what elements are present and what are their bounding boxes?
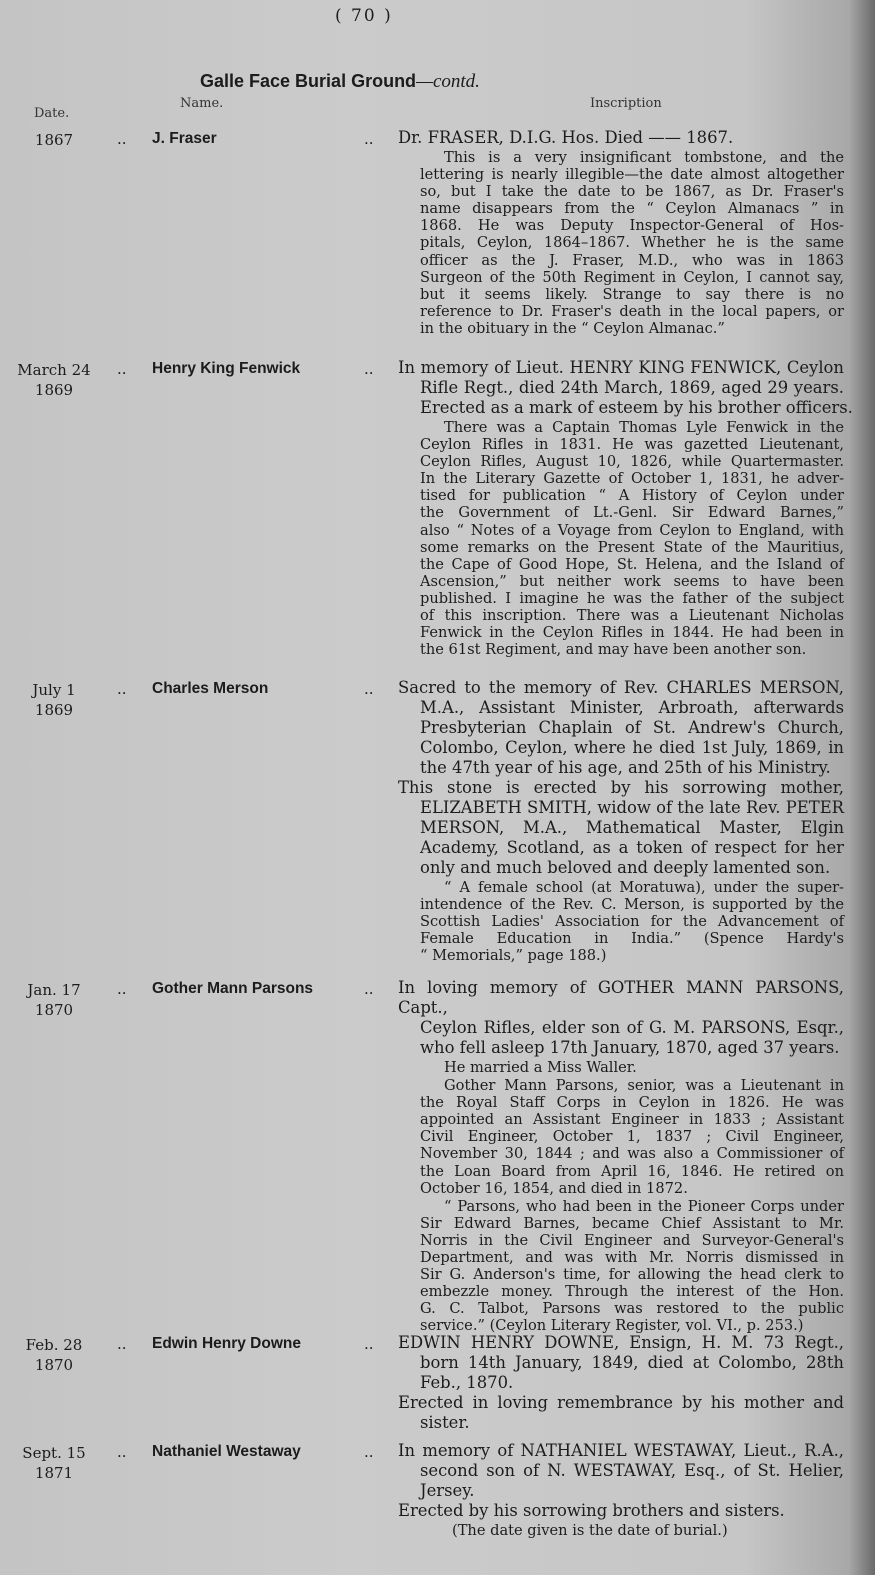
- date-year: 1870: [34, 1001, 74, 1019]
- note-line: (The date given is the date of burial.): [452, 1522, 728, 1539]
- note-line: but it seems likely. Strange to say there is no: [420, 285, 844, 303]
- inscription-line: ELIZABETH SMITH, widow of the late Rev. PETER: [420, 798, 844, 817]
- inscription-paragraph: [398, 128, 844, 148]
- leader-dots: ..: [117, 360, 127, 378]
- note-paragraph: [420, 1059, 844, 1076]
- inscription-line: who fell asleep 17th January, 1870, aged 37 years.: [420, 1038, 840, 1057]
- note-line: pitals, Ceylon, 1864–1867. Whether he is the same: [420, 234, 844, 252]
- date-year: 1867: [34, 131, 74, 149]
- date-day: July 1: [32, 681, 76, 699]
- entry-name: Edwin Henry Downe: [152, 1335, 301, 1352]
- date-year: 1871: [34, 1464, 74, 1482]
- inscription: [398, 978, 844, 1335]
- entry-date: [14, 130, 94, 150]
- leader-dots: ..: [117, 680, 127, 698]
- title-main: Galle Face Burial Ground: [200, 71, 417, 91]
- note-line: reference to Dr. Fraser's death in the local papers, or: [420, 302, 844, 320]
- note-line: the Royal Staff Corps in Ceylon in 1826. He was: [420, 1094, 844, 1112]
- inscription-paragraph: [398, 778, 844, 878]
- column-header-date: Date.: [34, 106, 70, 121]
- entry-date: [14, 360, 94, 400]
- inscription-line: Jersey.: [420, 1481, 475, 1500]
- inscription-line: In memory of Lieut. HENRY KING FENWICK, Ceylon: [398, 358, 844, 377]
- note-line: some remarks on the Present State of the Mauritius,: [420, 538, 844, 556]
- note-line: November 30, 1844 ; and was also a Commissioner of: [420, 1145, 844, 1163]
- inscription-line: Academy, Scotland, as a token of respect for her: [420, 838, 844, 857]
- note-line: Ascension,” but neither work seems to have been: [420, 572, 844, 590]
- inscription-line: This stone is erected by his sorrowing mother,: [398, 778, 844, 797]
- note-paragraph: [420, 1077, 844, 1197]
- inscription: [398, 128, 844, 337]
- note-line: officer as the J. Fraser, M.D., who was in 1863: [420, 251, 844, 269]
- column-header-name: Name.: [180, 96, 224, 111]
- note-line: Sir G. Anderson's time, for allowing the head clerk to: [420, 1266, 844, 1284]
- note-line: also “ Notes of a Voyage from Ceylon to England, with: [420, 521, 844, 539]
- inscription-paragraph: [398, 1333, 844, 1393]
- inscription-paragraph: [398, 978, 844, 1058]
- inscription-line: only and much beloved and deeply lamented son.: [420, 858, 831, 877]
- inscription-line: MERSON, M.A., Mathematical Master, Elgin: [420, 818, 844, 837]
- note-line: He married a Miss Waller.: [444, 1059, 637, 1076]
- inscription-line: Colombo, Ceylon, where he died 1st July, 1869, in: [420, 738, 844, 757]
- entry-date: [14, 1335, 94, 1375]
- note-line: Surgeon of the 50th Regiment in Ceylon, I cannot say,: [420, 268, 844, 286]
- leader-dots: ..: [364, 1443, 374, 1461]
- note-line: There was a Captain Thomas Lyle Fenwick in the: [444, 419, 844, 436]
- column-header-inscription: Inscription: [590, 96, 662, 111]
- note-line: Gother Mann Parsons, senior, was a Lieutenant in: [444, 1077, 844, 1095]
- leader-dots: ..: [117, 130, 127, 148]
- leader-dots: ..: [364, 130, 374, 148]
- inscription-line: M.A., Assistant Minister, Arbroath, afterwards: [420, 698, 844, 717]
- leader-dots: ..: [364, 980, 374, 998]
- inscription-line: second son of N. WESTAWAY, Esq., of St. Helier,: [420, 1461, 844, 1480]
- note-line: “ Memorials,” page 188.): [420, 947, 607, 965]
- note-line: Civil Engineer, October 1, 1837 ; Civil Engineer,: [420, 1128, 844, 1146]
- note-paragraph: [420, 1198, 844, 1335]
- note-line: so, but I take the date to be 1867, as Dr. Fraser's: [420, 183, 844, 201]
- date-year: 1869: [34, 381, 74, 399]
- inscription-line: Rifle Regt., died 24th March, 1869, aged 29 years.: [420, 378, 844, 397]
- inscription-line: Erected by his sorrowing brothers and sisters.: [398, 1501, 785, 1520]
- inscription-line: In memory of NATHANIEL WESTAWAY, Lieut., R.A.,: [398, 1441, 844, 1460]
- leader-dots: ..: [117, 1443, 127, 1461]
- date-year: 1869: [34, 701, 74, 719]
- leader-dots: ..: [364, 1335, 374, 1353]
- inscription-line: Erected in loving remembrance by his mother and: [398, 1393, 844, 1412]
- note-line: 1868. He was Deputy Inspector-General of Hos-: [420, 217, 844, 235]
- inscription-paragraph: [398, 358, 853, 418]
- date-day: Jan. 17: [27, 981, 81, 999]
- note-line: tised for publication “ A History of Ceylon under: [420, 487, 844, 505]
- note-line: October 16, 1854, and died in 1872.: [420, 1179, 688, 1197]
- note-line: Department, and was with Mr. Norris dismissed in: [420, 1249, 844, 1267]
- entry-name: Gother Mann Parsons: [152, 980, 314, 997]
- note-line: the 61st Regiment, and may have been another son.: [420, 641, 807, 659]
- note-line: the Cape of Good Hope, St. Helena, and the Island of: [420, 555, 844, 573]
- leader-dots: ..: [364, 360, 374, 378]
- note-line: This is a very insignificant tombstone, and the: [444, 149, 844, 166]
- note-line: lettering is nearly illegible—the date almost altogether: [420, 166, 844, 184]
- inscription-paragraph: [398, 1501, 844, 1521]
- note-line: Norris in the Civil Engineer and Surveyor-General's: [420, 1231, 844, 1249]
- note-line: embezzle money. Through the interest of the Hon.: [420, 1283, 844, 1301]
- title-suffix: —contd.: [416, 71, 480, 92]
- entry-name: Henry King Fenwick: [152, 360, 301, 377]
- note-line: service.” (Ceylon Literary Register, vol. VI., p. 253.): [420, 1317, 804, 1335]
- note-line: Female Education in India.” (Spence Hardy's: [420, 930, 844, 948]
- note-paragraph: [420, 419, 844, 658]
- inscription-line: Presbyterian Chaplain of St. Andrew's Church,: [420, 718, 844, 737]
- entry-date: [14, 1443, 94, 1483]
- inscription-line: Sacred to the memory of Rev. CHARLES MERSON,: [398, 678, 844, 697]
- entry-name: Nathaniel Westaway: [152, 1443, 301, 1460]
- note-paragraph: [420, 149, 844, 337]
- note-line: the Loan Board from April 16, 1846. He retired on: [420, 1162, 844, 1180]
- inscription-line: Ceylon Rifles, elder son of G. M. PARSONS, Esqr.,: [420, 1018, 844, 1037]
- note-line: appointed an Assistant Engineer in 1833 ; Assistant: [420, 1111, 844, 1129]
- date-year: 1870: [34, 1356, 74, 1374]
- note-line: intendence of the Rev. C. Merson, is supported by the: [420, 896, 844, 914]
- inscription-line: In loving memory of GOTHER MANN PARSONS, Capt.,: [398, 978, 844, 1017]
- inscription-line: EDWIN HENRY DOWNE, Ensign, H. M. 73 Regt.,: [398, 1333, 844, 1352]
- inscription-line: Erected as a mark of esteem by his brother officers.: [420, 398, 853, 417]
- note-line: “ Parsons, who had been in the Pioneer Corps under: [444, 1197, 844, 1215]
- leader-dots: ..: [117, 1335, 127, 1353]
- inscription-paragraph: [398, 1393, 844, 1433]
- note-paragraph: [428, 1522, 844, 1539]
- note-line: Ceylon Rifles in 1831. He was gazetted Lieutenant,: [420, 436, 844, 454]
- note-line: in the obituary in the “ Ceylon Almanac.”: [420, 319, 725, 337]
- date-day: Sept. 15: [22, 1444, 86, 1462]
- entry-date: [14, 980, 94, 1020]
- inscription-line: the 47th year of his age, and 25th of his Ministry.: [420, 758, 831, 777]
- leader-dots: ..: [117, 980, 127, 998]
- note-line: published. I imagine he was the father of the subject: [420, 589, 844, 607]
- date-day: Feb. 28: [25, 1336, 83, 1354]
- leader-dots: ..: [364, 680, 374, 698]
- inscription: [398, 1333, 844, 1433]
- inscription-line: Feb., 1870.: [420, 1373, 514, 1392]
- inscription-paragraph: [398, 1441, 844, 1501]
- inscription: [398, 1441, 844, 1539]
- note-line: Sir Edward Barnes, became Chief Assistant to Mr.: [420, 1214, 844, 1232]
- entry-name: J. Fraser: [152, 130, 217, 147]
- note-line: of this inscription. There was a Lieutenant Nicholas: [420, 607, 844, 625]
- inscription: [398, 358, 853, 659]
- note-line: “ A female school (at Moratuwa), under the super-: [444, 879, 844, 896]
- note-line: G. C. Talbot, Parsons was restored to the public: [420, 1300, 844, 1318]
- inscription-paragraph: [398, 678, 844, 778]
- inscription-line: born 14th January, 1849, died at Colombo, 28th: [420, 1353, 844, 1372]
- note-line: the Government of Lt.-Genl. Sir Edward Barnes,”: [420, 504, 844, 522]
- note-paragraph: [420, 879, 844, 964]
- inscription: [398, 678, 844, 964]
- note-line: Scottish Ladies' Association for the Advancement of: [420, 913, 844, 931]
- note-line: Ceylon Rifles, August 10, 1826, while Quartermaster.: [420, 453, 844, 471]
- entry-name: Charles Merson: [152, 680, 269, 697]
- note-line: name disappears from the “ Ceylon Almanacs ” in: [420, 200, 844, 218]
- note-line: In the Literary Gazette of October 1, 1831, he adver-: [420, 470, 844, 488]
- section-title: [200, 70, 480, 93]
- entry-date: [14, 680, 94, 720]
- note-line: Fenwick in the Ceylon Rifles in 1844. He had been in: [420, 624, 844, 642]
- date-day: March 24: [17, 361, 91, 379]
- inscription-line: sister.: [420, 1413, 470, 1432]
- page-number: ( 70 ): [335, 6, 393, 26]
- inscription-line: Dr. FRASER, D.I.G. Hos. Died —— 1867.: [398, 128, 734, 147]
